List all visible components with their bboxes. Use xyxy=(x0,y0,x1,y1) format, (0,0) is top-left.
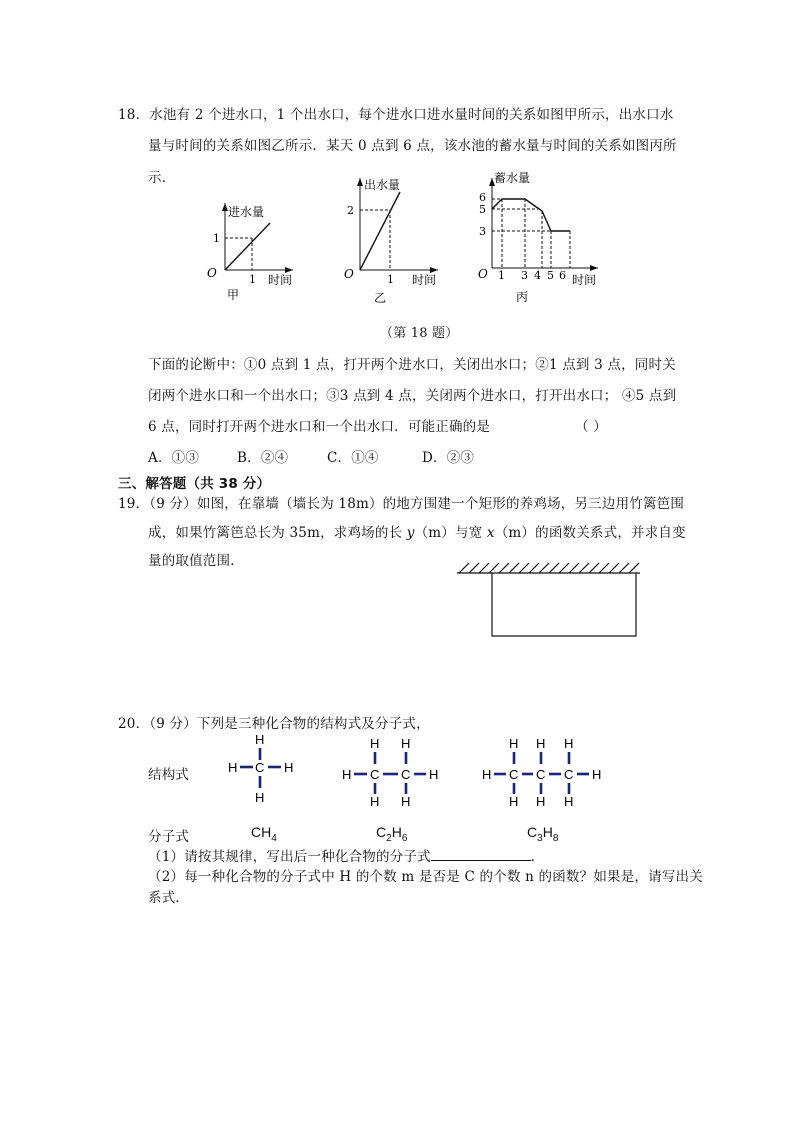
bing-xlabel: 时间 xyxy=(572,273,597,287)
q18-option-d: D．②③ xyxy=(422,450,475,466)
atom-h: H xyxy=(564,736,574,751)
bing-ylabel: 蓄水量 xyxy=(494,171,531,185)
q20-struct-label: 结构式 xyxy=(148,767,190,783)
atom-h: H xyxy=(536,794,546,809)
q20-sub1-text: （1）请按其规律，写出后一种化合物的分子式 xyxy=(148,849,431,865)
atom-h: H xyxy=(401,736,411,751)
q20-formula-label: 分子式 xyxy=(148,829,190,845)
yi-xlabel: 时间 xyxy=(412,273,437,287)
structure-methane xyxy=(228,732,293,805)
formula-subscript: 4 xyxy=(271,832,277,844)
atom-h: H xyxy=(284,760,294,775)
atom-h: H xyxy=(429,767,439,782)
q18-line-3: 示． xyxy=(148,170,176,186)
chart-jia xyxy=(195,195,300,305)
wall-hatching xyxy=(457,563,640,573)
q18-line-4: 下面的论断中：①0 点到 1 点，打开两个进水口，关闭出水口；②1 点到 3 点，同时关 xyxy=(148,357,676,373)
q18-option-b: B．②④ xyxy=(237,450,289,466)
atom-h: H xyxy=(536,736,546,751)
q18-option-c: C．①④ xyxy=(327,450,379,466)
yi-ylabel: 出水量 xyxy=(364,178,401,192)
q19-var-x: x xyxy=(486,525,495,541)
atom-h: H xyxy=(482,767,492,782)
atom-c: C xyxy=(370,767,380,782)
q18-line-6: 6 点，同时打开两个进水口和一个出水口．可能正确的是 xyxy=(148,419,491,435)
q20-structures xyxy=(222,728,617,810)
q18-line-2: 量与时间的关系如图乙所示．某天 0 点到 6 点，该水池的蓄水量与时间的关系如图丙所 xyxy=(148,138,677,154)
formula-c3h8 xyxy=(527,824,558,844)
bing-xtick-6: 6 xyxy=(559,269,566,282)
q19-line-2-b: （m）与宽 xyxy=(414,525,487,541)
structure-ethane xyxy=(342,736,438,809)
chart-yi xyxy=(330,170,445,305)
jia-ytick: 1 xyxy=(213,232,220,245)
formula-subscript: 8 xyxy=(552,832,559,844)
jia-xlabel: 时间 xyxy=(268,273,293,287)
q20-sub1-answer-blank[interactable] xyxy=(431,848,531,861)
formula-element: H xyxy=(391,824,402,840)
q18-option-a: A．①③ xyxy=(148,450,200,466)
structure-propane xyxy=(482,736,601,809)
atom-h: H xyxy=(509,736,519,751)
atom-h: H xyxy=(401,794,411,809)
atom-c: C xyxy=(255,760,265,775)
yi-line xyxy=(360,192,400,270)
yi-y-arrow-icon xyxy=(357,178,363,186)
bing-xtick-4: 4 xyxy=(534,269,541,282)
formula-c2h6 xyxy=(376,824,407,844)
q18-line-5: 闭两个进水口和一个出水口；③3 点到 4 点，关闭两个进水口，打开出水口； ④5 点到 xyxy=(148,388,677,404)
formula-element: H xyxy=(542,824,553,840)
q19-line-3: 量的取值范围． xyxy=(148,553,244,569)
q18-caption: （第 18 题） xyxy=(380,326,459,341)
bing-ytick-3: 3 xyxy=(479,225,486,238)
q19-line-2-a: 成，如果竹篱笆总长为 35m，求鸡场的长 xyxy=(148,525,407,541)
atom-h: H xyxy=(228,760,238,775)
q19-line-2 xyxy=(148,521,686,541)
section-3-heading: 三、解答题（共 38 分） xyxy=(118,476,271,492)
q19-line-2-c: （m）的函数关系式，并求自变 xyxy=(494,525,686,541)
q19-line-1: 19．（9 分）如图，在靠墙（墙长为 18m）的地方围建一个矩形的养鸡场，另三边用竹篱笆围 xyxy=(118,496,685,512)
yi-origin: O xyxy=(344,267,354,281)
atom-h: H xyxy=(592,767,602,782)
formula-ch4 xyxy=(251,824,277,844)
atom-h: H xyxy=(509,794,519,809)
formula-element: CH xyxy=(251,824,272,840)
jia-name: 甲 xyxy=(227,288,240,302)
formula-element: C xyxy=(527,824,538,840)
formula-subscript: 6 xyxy=(401,832,408,844)
q20-sub1-end: ． xyxy=(530,849,545,865)
chart-bing xyxy=(470,168,605,306)
jia-origin: O xyxy=(207,266,217,280)
formula-subscript: 3 xyxy=(537,832,543,844)
bing-line xyxy=(492,199,570,231)
yi-name: 乙 xyxy=(374,291,387,305)
bing-ytick-5: 5 xyxy=(479,203,486,216)
atom-h: H xyxy=(255,732,265,747)
atom-c: C xyxy=(564,767,574,782)
jia-xtick: 1 xyxy=(249,273,256,286)
atom-c: C xyxy=(401,767,411,782)
jia-ylabel: 进水量 xyxy=(228,205,265,219)
q20-line-1: 20．（9 分）下列是三种化合物的结构式及分子式， xyxy=(118,716,430,732)
q20-sub2-line-1: （2）每一种化合物的分子式中 H 的个数 m 是否是 C 的个数 n 的函数？如果是，请写出关 xyxy=(148,869,703,885)
bing-x-arrow-icon xyxy=(590,265,598,271)
yi-xtick: 1 xyxy=(387,273,394,286)
chicken-farm-rectangle xyxy=(492,573,636,636)
q20-sub2-line-2: 系式． xyxy=(148,890,190,906)
atom-h: H xyxy=(342,767,352,782)
q18-line-1: 18．水池有 2 个进水口，1 个出水口，每个进水口进水量时间的关系如图甲所示，出水口水 xyxy=(118,107,674,123)
formula-element: C xyxy=(376,824,387,840)
bing-xtick-5: 5 xyxy=(547,269,554,282)
q18-answer-paren: （ ） xyxy=(575,419,607,435)
jia-line xyxy=(225,223,270,270)
atom-c: C xyxy=(509,767,519,782)
atom-h: H xyxy=(255,790,265,805)
formula-subscript: 2 xyxy=(386,832,392,844)
yi-ytick: 2 xyxy=(347,204,354,217)
q20-sub1 xyxy=(148,845,545,865)
bing-xtick-1: 1 xyxy=(498,269,505,282)
bing-ytick-6: 6 xyxy=(479,191,486,204)
atom-h: H xyxy=(370,794,380,809)
bing-origin: O xyxy=(478,267,488,281)
atom-h: H xyxy=(370,736,380,751)
bing-name: 丙 xyxy=(516,290,529,304)
atom-c: C xyxy=(536,767,546,782)
atom-h: H xyxy=(564,794,574,809)
bing-xtick-3: 3 xyxy=(521,269,528,282)
q19-wall-diagram xyxy=(455,560,645,642)
q19-var-y: y xyxy=(406,525,415,541)
